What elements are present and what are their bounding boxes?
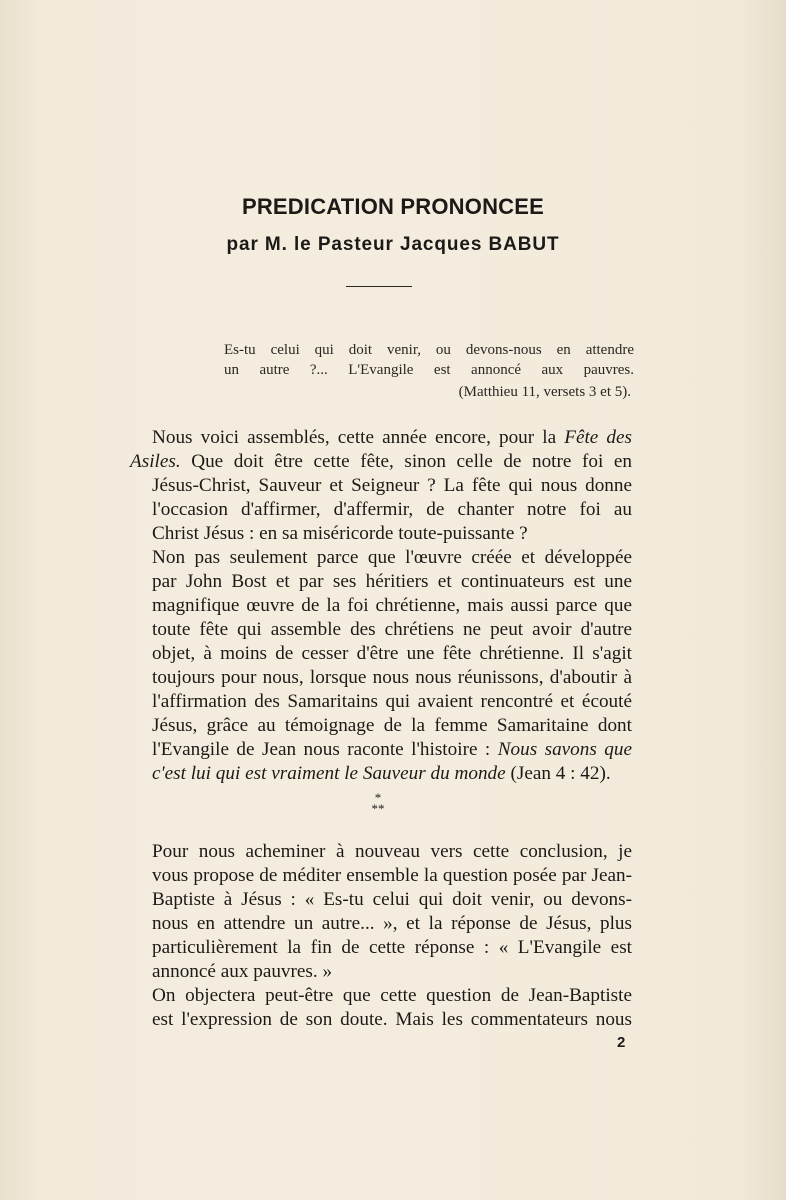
text-line: Baptiste à Jésus : « Es-tu celui qui doit venir, ou devons- <box>152 889 632 910</box>
text-line: Jésus-Christ, Sauveur et Seigneur ? La fête qui nous donne <box>152 475 632 496</box>
text-line: particulièrement la fin de cette réponse : « L'Evangile est <box>152 937 632 958</box>
body-section-2 <box>130 840 632 1032</box>
italic-text: Asiles. <box>130 451 181 472</box>
paragraph <box>130 546 632 786</box>
asterism-bottom: ** <box>371 801 385 816</box>
text-line: annoncé aux pauvres. » <box>152 961 333 982</box>
text-line: l'affirmation des Samaritains qui avaient rencontré et écouté <box>152 691 632 712</box>
asterism-top: * <box>374 790 382 805</box>
text-line: est l'expression de son doute. Mais les commentateurs nous <box>152 1009 632 1030</box>
paragraph <box>130 426 632 546</box>
text-line: l'occasion d'affirmer, d'affermir, de chanter notre foi au <box>152 499 632 520</box>
text-line: nous en attendre un autre... », et la réponse de Jésus, plus <box>152 913 632 934</box>
text-line: Pour nous acheminer à nouveau vers cette conclusion, je <box>152 841 632 862</box>
page-number: 2 <box>617 1034 626 1051</box>
sermon-title: PREDICATION PRONONCEE <box>241 194 545 219</box>
paragraph <box>130 984 632 1032</box>
epigraph-line: un autre ?... L'Evangile est annoncé aux pauvres. <box>224 362 634 378</box>
text-line: objet, à moins de cesser d'être une fête chrétienne. Il s'agit <box>152 643 632 664</box>
title-divider <box>346 286 412 287</box>
italic-text: Fête des <box>564 427 632 448</box>
text-line: Nous voici assemblés, cette année encore, pour la Fête des <box>152 427 632 448</box>
text-line: par John Bost et par ses héritiers et continuateurs est une <box>152 571 632 592</box>
text-line: magnifique œuvre de la foi chrétienne, mais aussi parce que <box>152 595 632 616</box>
text-line: toute fête qui assemble des chrétiens ne peut avoir d'autre <box>152 619 632 640</box>
epigraph-line: Es-tu celui qui doit venir, ou devons-nous en attendre <box>224 342 634 358</box>
body-section-1 <box>130 426 632 786</box>
text-line: Jésus, grâce au témoignage de la femme Samaritaine dont <box>152 715 632 736</box>
text-line: On objectera peut-être que cette question de Jean-Baptiste <box>152 985 632 1006</box>
author-line: par M. le Pasteur Jacques BABUT <box>226 234 560 255</box>
paragraph <box>130 840 632 984</box>
text-line: l'Evangile de Jean nous raconte l'histoire : Nous savons que <box>152 739 632 760</box>
section-asterism <box>366 792 390 814</box>
text-line: vous propose de méditer ensemble la question posée par Jean- <box>152 865 632 886</box>
text-line: c'est lui qui est vraiment le Sauveur du monde (Jean 4 : 42). <box>152 763 611 784</box>
italic-text: Nous savons que <box>497 739 632 760</box>
text-line: Asiles. Que doit être cette fête, sinon celle de notre foi en <box>130 451 632 472</box>
text-line: Non pas seulement parce que l'œuvre créée et développée <box>152 547 632 568</box>
text-line: toujours pour nous, lorsque nous nous réunissons, d'aboutir à <box>152 667 632 688</box>
italic-text: c'est lui qui est vraiment le Sauveur du monde <box>152 763 506 784</box>
epigraph-reference: (Matthieu 11, versets 3 et 5). <box>458 384 631 400</box>
text-line: Christ Jésus : en sa miséricorde toute-puissante ? <box>152 523 528 544</box>
epigraph <box>224 340 634 402</box>
